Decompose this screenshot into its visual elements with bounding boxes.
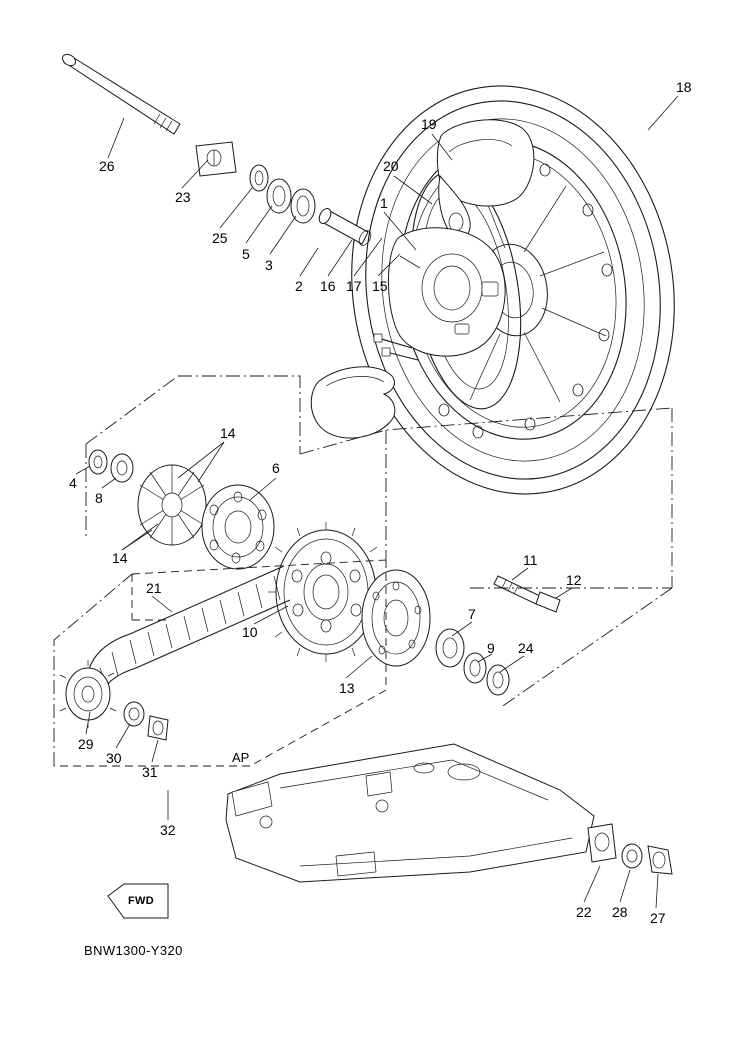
diagram-code: BNW1300-Y320	[84, 943, 183, 958]
callout-13: 13	[339, 680, 355, 696]
callout-4: 4	[69, 475, 77, 491]
adjuster-nut-group	[588, 824, 672, 874]
fwd-label: FWD	[128, 895, 154, 907]
callout-32: 32	[160, 822, 176, 838]
axle-shaft	[60, 52, 180, 134]
callout-26: 26	[99, 158, 115, 174]
chain-guard	[311, 367, 395, 438]
callout-22: 22	[576, 904, 592, 920]
callout-19: 19	[421, 116, 437, 132]
callout-31: 31	[142, 764, 158, 780]
callout-15: 15	[372, 278, 388, 294]
callout-6: 6	[272, 460, 280, 476]
drive-chain-21	[87, 566, 290, 708]
collar-2	[317, 207, 373, 248]
rear-brake-disc-13	[362, 570, 430, 666]
callout-25: 25	[212, 230, 228, 246]
callout-29: 29	[78, 736, 94, 752]
callout-3: 3	[265, 257, 273, 273]
callout-9: 9	[487, 640, 495, 656]
callout-1: 1	[380, 195, 388, 211]
callout-14-bottom: 14	[112, 550, 128, 566]
callout-30: 30	[106, 750, 122, 766]
callout-10: 10	[242, 624, 258, 640]
callout-2: 2	[295, 278, 303, 294]
callout-7: 7	[468, 606, 476, 622]
callout-17: 17	[346, 278, 362, 294]
callout-12: 12	[566, 572, 582, 588]
chain-adjuster-block-23	[196, 142, 236, 176]
callout-20: 20	[383, 158, 399, 174]
callout-23: 23	[175, 189, 191, 205]
callout-24: 24	[518, 640, 534, 656]
sprocket-hub-6	[202, 485, 274, 569]
callout-14-top: 14	[220, 425, 236, 441]
rear-hub-carrier	[374, 228, 505, 360]
swingarm	[226, 744, 594, 882]
callout-18: 18	[676, 79, 692, 95]
callout-28: 28	[612, 904, 628, 920]
bearing-group-right	[436, 629, 509, 695]
callout-8: 8	[95, 490, 103, 506]
callout-11: 11	[523, 552, 538, 568]
callout-21: 21	[146, 580, 162, 596]
spacer-seal-bearing-group	[250, 165, 315, 223]
callout-16: 16	[320, 278, 336, 294]
bolt-11-12	[494, 576, 560, 612]
callout-27: 27	[650, 910, 666, 926]
assembly-group-label-ap: AP	[232, 750, 250, 765]
drive-sprocket-group	[60, 660, 168, 740]
callout-5: 5	[242, 246, 250, 262]
